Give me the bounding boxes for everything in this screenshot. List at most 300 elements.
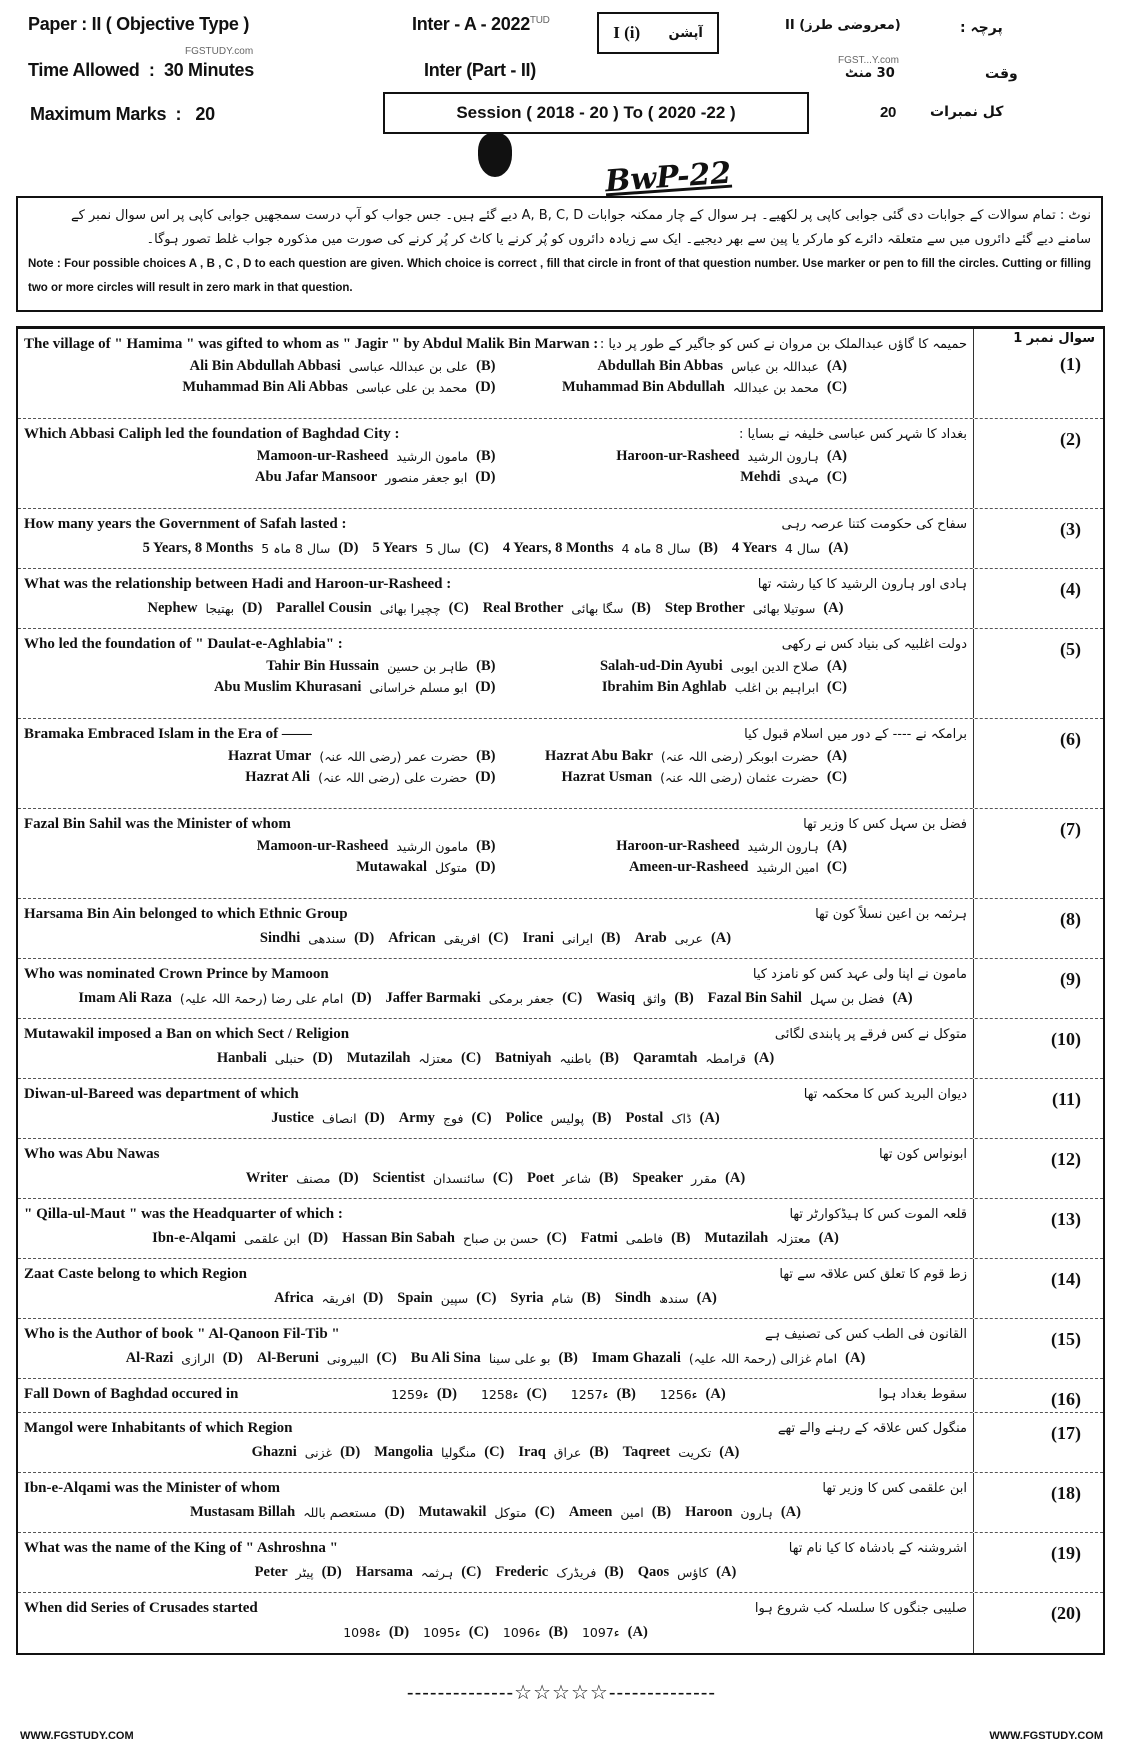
question-number-cell xyxy=(973,1079,1103,1138)
option-a xyxy=(496,838,848,855)
question-urdu: مامون نے اپنا ولی عہد کس کو نامزد کیا xyxy=(752,966,967,982)
question-line xyxy=(24,1202,967,1226)
option-urdu: کاؤس xyxy=(677,1565,709,1580)
question-number-cell xyxy=(973,1259,1103,1318)
option-letter: (C) xyxy=(461,1564,482,1580)
option-a xyxy=(638,1564,737,1581)
question-number-cell xyxy=(973,629,1103,718)
option-a xyxy=(633,1050,774,1067)
option-urdu: محمد بن علی عباسی xyxy=(355,380,468,395)
question-number-cell xyxy=(973,1319,1103,1378)
option-c xyxy=(399,1110,492,1127)
option-urdu: 1095ء xyxy=(423,1625,461,1640)
option-english: Haroon-ur-Rasheed xyxy=(616,838,740,854)
board-logo xyxy=(478,133,512,177)
question-english: Harsama Bin Ain belonged to which Ethnic Group xyxy=(24,905,348,922)
option-b xyxy=(596,990,693,1007)
question-number-cell xyxy=(973,899,1103,958)
option-c xyxy=(374,1444,504,1461)
question-body xyxy=(18,1259,973,1318)
option-english: Mamoon-ur-Rasheed xyxy=(256,448,389,464)
question-number: (3) xyxy=(1060,519,1081,539)
question-row xyxy=(18,419,1103,509)
option-english: Real Brother xyxy=(482,600,564,616)
option-urdu: شام xyxy=(551,1291,574,1306)
option-letter: (C) xyxy=(562,990,583,1006)
option-urdu: شاعر xyxy=(562,1171,592,1186)
question-row xyxy=(18,1593,1103,1653)
option-letter: (D) xyxy=(475,379,496,395)
question-row xyxy=(18,1079,1103,1139)
option-d xyxy=(274,1290,383,1307)
question-line xyxy=(24,632,967,656)
options-grid xyxy=(24,746,967,786)
option-english: Hazrat Abu Bakr xyxy=(544,748,653,764)
option-c xyxy=(373,1170,513,1187)
option-urdu: بھتیجا xyxy=(205,601,235,616)
option-urdu: سپین xyxy=(440,1291,469,1306)
option-d xyxy=(252,1444,361,1461)
option-english: Ameen-ur-Rasheed xyxy=(628,859,749,875)
question-line xyxy=(24,1382,967,1406)
question-english: Zaat Caste belong to which Region xyxy=(24,1265,247,1282)
option-english: Sindhi xyxy=(259,930,301,946)
question-row xyxy=(18,899,1103,959)
option-english: Poet xyxy=(527,1170,555,1186)
option-english: Batniyah xyxy=(495,1050,552,1066)
question-number-cell xyxy=(973,1199,1103,1258)
question-urdu: فضل بن سہل کس کا وزیر تھا xyxy=(803,816,967,832)
option-letter: (D) xyxy=(242,600,263,616)
option-english: Imam Ghazali xyxy=(591,1350,681,1366)
option-english: Al-Beruni xyxy=(256,1350,319,1366)
option-d xyxy=(144,859,496,876)
option-letter: (C) xyxy=(546,1230,567,1246)
options-line xyxy=(24,540,967,557)
option-urdu: امین الرشید xyxy=(756,860,819,875)
option-urdu: عراق xyxy=(553,1445,582,1460)
question-line xyxy=(24,1416,967,1440)
option-letter: (C) xyxy=(484,1444,505,1460)
question-body xyxy=(18,959,973,1018)
time-value: 30 Minutes xyxy=(163,60,254,80)
question-urdu: دولت اغلبیہ کی بنیاد کس نے رکھی xyxy=(781,636,967,652)
question-urdu: برامکہ نے ---- کے دور میں اسلام قبول کیا xyxy=(744,726,967,742)
option-letter: (A) xyxy=(705,1385,726,1402)
option-letter: (C) xyxy=(376,1350,397,1366)
paper-urdu-value: II (معروضی طرز) xyxy=(785,18,901,33)
option-english: Peter xyxy=(254,1564,288,1580)
option-urdu: بو علی سینا xyxy=(488,1351,551,1366)
option-a xyxy=(592,1350,865,1367)
option-english: Ameen xyxy=(568,1504,613,1520)
group-code-urdu: آپشن xyxy=(668,25,703,41)
question-line xyxy=(24,1142,967,1166)
question-line xyxy=(24,332,967,356)
time-allowed-label: Time Allowed : 30 Minutes xyxy=(28,60,254,80)
question-body xyxy=(18,569,973,628)
session: Session ( 2018 - 20 ) To ( 2020 -22 ) xyxy=(456,103,736,122)
question-number-cell xyxy=(973,1473,1103,1532)
option-urdu: 1098ء xyxy=(343,1625,381,1640)
question-row xyxy=(18,1473,1103,1533)
question-line xyxy=(24,1476,967,1500)
option-urdu: 5 سال xyxy=(425,541,461,556)
option-a xyxy=(582,1624,648,1641)
option-letter: (C) xyxy=(460,1050,482,1066)
question-label: سوال نمبر 1 xyxy=(1013,331,1095,346)
option-urdu: 1256ء xyxy=(659,1386,698,1402)
question-row xyxy=(18,1139,1103,1199)
option-d xyxy=(126,1350,243,1367)
option-d xyxy=(144,679,496,696)
options-grid xyxy=(24,356,967,396)
question-line xyxy=(24,1322,967,1346)
option-english: Ibn-e-Alqami xyxy=(152,1230,236,1246)
option-urdu: 5 سال 8 ماہ xyxy=(261,541,331,556)
option-letter: (D) xyxy=(307,1230,329,1246)
option-english: Abu Jafar Mansoor xyxy=(255,469,378,485)
option-b xyxy=(483,600,651,617)
question-line xyxy=(24,812,967,836)
question-english: What was the name of the King of " Ashroshna " xyxy=(24,1539,338,1556)
option-letter: (A) xyxy=(823,600,844,616)
option-letter: (A) xyxy=(845,1350,866,1366)
option-letter: (D) xyxy=(475,469,496,485)
option-english: Haroon xyxy=(685,1504,733,1520)
option-english: Salah-ud-Din Ayubi xyxy=(599,658,723,674)
question-line xyxy=(24,902,967,926)
option-english: 5 Years, 8 Months xyxy=(142,540,254,556)
question-body xyxy=(18,1079,973,1138)
option-english: Haroon-ur-Rasheed xyxy=(616,448,740,464)
option-urdu: حضرت عمر (رضی اللہ عنہ) xyxy=(319,749,469,764)
option-a xyxy=(496,748,848,765)
option-urdu: پولیس xyxy=(550,1111,585,1126)
option-english: Abdullah Bin Abbas xyxy=(597,358,724,374)
option-urdu: 4 سال 8 ماہ xyxy=(621,541,691,556)
time-urdu-value: 30 منٹ xyxy=(845,66,895,81)
question-number-cell xyxy=(973,1139,1103,1198)
option-letter: (D) xyxy=(388,1624,410,1640)
option-english: African xyxy=(388,930,436,946)
option-english: Mangolia xyxy=(374,1444,434,1460)
question-number-cell xyxy=(973,1019,1103,1078)
question-english: When did Series of Crusades started xyxy=(24,1599,258,1616)
question-urdu: زط قوم کا تعلق کس علاقہ سے تھا xyxy=(779,1266,967,1282)
option-c xyxy=(356,1564,482,1581)
option-urdu: 1097ء xyxy=(581,1625,620,1640)
options-line xyxy=(24,1564,967,1581)
option-d xyxy=(144,379,496,396)
question-number-cell xyxy=(973,569,1103,628)
option-urdu: سگا بھائی xyxy=(571,601,624,616)
question-number: (11) xyxy=(1052,1089,1081,1109)
question-number: (2) xyxy=(1060,429,1081,449)
option-urdu: 1257ء xyxy=(570,1386,609,1402)
question-urdu: ابن علقمی کس کا وزیر تھا xyxy=(822,1480,967,1496)
option-english: Imam Ali Raza xyxy=(78,990,172,1006)
option-urdu: واثق xyxy=(642,991,667,1006)
question-english: How many years the Government of Safah lasted : xyxy=(24,515,347,532)
option-urdu: فریڈرک xyxy=(556,1565,597,1580)
option-urdu: مستعصم باللہ xyxy=(303,1505,377,1520)
option-letter: (D) xyxy=(363,1290,384,1306)
option-english: Police xyxy=(505,1110,543,1126)
question-english: " Qilla-ul-Maut " was the Headquarter of which : xyxy=(24,1205,343,1222)
option-b xyxy=(144,748,496,765)
option-urdu: سندھ xyxy=(659,1291,689,1306)
option-c xyxy=(481,1386,547,1403)
question-number: (17) xyxy=(1051,1423,1081,1443)
question-body xyxy=(18,509,973,568)
option-english: Scientist xyxy=(372,1170,425,1186)
options-line xyxy=(24,600,967,617)
option-c xyxy=(496,469,848,486)
marks-urdu-value: 20 xyxy=(880,104,897,121)
option-urdu: ہارون xyxy=(740,1505,773,1520)
option-letter: (A) xyxy=(627,1624,648,1640)
question-row xyxy=(18,629,1103,719)
option-b xyxy=(581,1230,691,1247)
option-a xyxy=(496,358,848,375)
option-letter: (A) xyxy=(716,1564,737,1580)
question-english: Who is the Author of book " Al-Qanoon Fil-Tib " xyxy=(24,1325,340,1342)
option-letter: (C) xyxy=(468,540,489,556)
options-line xyxy=(24,1110,967,1127)
option-c xyxy=(342,1230,567,1247)
option-urdu: علی بن عبداللہ عباسی xyxy=(348,359,469,374)
option-letter: (A) xyxy=(719,1444,740,1460)
option-a xyxy=(625,1110,719,1127)
option-english: 4 Years xyxy=(731,540,777,556)
option-d xyxy=(143,540,359,557)
option-d xyxy=(148,600,263,617)
options-line xyxy=(24,990,967,1007)
options-line xyxy=(24,1624,967,1641)
option-english: Qaos xyxy=(637,1564,670,1580)
option-urdu: غزنی xyxy=(304,1445,333,1460)
option-urdu: امام علی رضا (رحمۃ اللہ علیہ) xyxy=(179,991,344,1006)
option-urdu: عبداللہ بن عباس xyxy=(731,359,819,374)
question-number: (16) xyxy=(1051,1389,1081,1409)
option-letter: (B) xyxy=(476,658,496,674)
option-c xyxy=(372,540,488,557)
option-english: Ibrahim Bin Aghlab xyxy=(601,679,727,695)
option-english: Mehdi xyxy=(740,469,781,485)
option-d xyxy=(255,1564,342,1581)
option-english: 5 Years xyxy=(372,540,418,556)
option-b xyxy=(506,1110,612,1127)
option-letter: (A) xyxy=(826,448,847,464)
option-english: Speaker xyxy=(632,1170,684,1186)
question-urdu: منگول کس علاقہ کے رہنے والے تھے xyxy=(777,1420,967,1436)
option-english: Mutawakil xyxy=(418,1504,487,1520)
question-urdu: ہادی اور ہارون الرشید کا کیا رشتہ تھا xyxy=(757,576,967,592)
question-english: Who led the foundation of " Daulat-e-Aghlabia" : xyxy=(24,635,343,652)
marks-urdu-label: کل نمبرات xyxy=(930,104,1004,120)
question-number: (5) xyxy=(1060,639,1081,659)
question-row xyxy=(18,1259,1103,1319)
question-urdu: متوکل نے کس فرقے پر پابندی لگائی xyxy=(774,1026,967,1042)
level: Inter (Part - II) xyxy=(424,60,536,80)
question-english: Which Abbasi Caliph led the foundation of Baghdad City : xyxy=(24,425,400,442)
option-b xyxy=(527,1170,618,1187)
option-b xyxy=(522,930,620,947)
question-number: (1) xyxy=(1060,354,1081,374)
options-line xyxy=(24,1290,967,1307)
option-urdu: فوج xyxy=(442,1111,464,1126)
question-body xyxy=(18,1019,973,1078)
question-number-cell xyxy=(973,509,1103,568)
question-number: (19) xyxy=(1051,1543,1081,1563)
instructions-box xyxy=(16,196,1103,312)
option-letter: (B) xyxy=(581,1290,601,1306)
exam-title xyxy=(412,14,550,35)
option-d xyxy=(190,1504,405,1521)
max-marks: Maximum Marks : 20 xyxy=(30,104,215,124)
option-urdu: حسن بن صباح xyxy=(462,1231,539,1246)
question-row xyxy=(18,569,1103,629)
option-letter: (D) xyxy=(364,1110,385,1126)
option-urdu: قرامطہ xyxy=(705,1051,747,1066)
option-d xyxy=(217,1050,333,1067)
option-letter: (C) xyxy=(471,1110,492,1126)
option-letter: (A) xyxy=(826,658,847,674)
question-number: (12) xyxy=(1051,1149,1081,1169)
option-letter: (C) xyxy=(448,600,469,616)
note-urdu-line-1: نوٹ : تمام سوالات کے جوابات دی گئی جوابی کاپی پر لکھیے۔ ہر سوال کے چار ممکنہ جوابات A, B, C, D دیے گئے ہیں۔ جس جواب کو آپ درست سمجھیں جوابی کاپی پر اس سوال نمبر کے xyxy=(71,208,1091,223)
question-number: (15) xyxy=(1051,1329,1081,1349)
option-urdu: تکریت xyxy=(678,1445,712,1460)
option-letter: (B) xyxy=(476,448,496,464)
option-letter: (C) xyxy=(826,769,847,785)
option-letter: (C) xyxy=(826,859,847,875)
option-english: Hanbali xyxy=(216,1050,267,1066)
option-urdu: معتزلہ xyxy=(418,1051,453,1066)
question-row xyxy=(18,329,1103,419)
question-number-cell xyxy=(973,1379,1103,1412)
option-urdu: ہارون الرشید xyxy=(747,449,819,464)
option-urdu: منگولیا xyxy=(441,1445,477,1460)
question-number-cell xyxy=(973,719,1103,808)
option-a xyxy=(496,658,848,675)
option-a xyxy=(634,930,731,947)
option-c xyxy=(388,930,508,947)
option-urdu: ہرثمہ xyxy=(420,1565,454,1580)
option-b xyxy=(495,1564,623,1581)
option-c xyxy=(347,1050,481,1067)
option-b xyxy=(144,838,496,855)
option-letter: (A) xyxy=(828,540,849,556)
option-english: Muhammad Bin Abdullah xyxy=(562,379,725,395)
option-urdu: مامون الرشید xyxy=(396,839,469,854)
option-urdu: عربی xyxy=(674,931,703,946)
option-a xyxy=(705,1230,839,1247)
option-english: Harsama xyxy=(355,1564,413,1580)
option-urdu: 1096ء xyxy=(502,1625,541,1640)
group-code: I (i) xyxy=(613,23,641,42)
question-english: Who was Abu Nawas xyxy=(24,1145,160,1162)
question-number: (4) xyxy=(1060,579,1081,599)
watermark-right: FGST...Y.com xyxy=(838,55,899,66)
option-english: Fatmi xyxy=(580,1230,618,1246)
option-letter: (C) xyxy=(826,469,847,485)
option-c xyxy=(419,1504,555,1521)
question-urdu: صلیبی جنگوں کا سلسلہ کب شروع ہوا xyxy=(754,1600,967,1616)
question-row xyxy=(18,1019,1103,1079)
option-urdu: سوتیلا بھائی xyxy=(752,601,816,616)
question-number-cell xyxy=(973,419,1103,508)
question-line xyxy=(24,962,967,986)
session-box xyxy=(383,92,809,134)
options-grid xyxy=(24,446,967,486)
option-urdu: مامون الرشید xyxy=(396,449,469,464)
option-letter: (B) xyxy=(651,1504,672,1520)
questions-table xyxy=(16,326,1105,1655)
option-a xyxy=(665,600,844,617)
options-line xyxy=(24,1050,967,1067)
option-english: Ghazni xyxy=(251,1444,297,1460)
option-urdu: حضرت عثمان (رضی اللہ عنہ) xyxy=(660,770,819,785)
question-english: Bramaka Embraced Islam in the Era of —— xyxy=(24,725,312,742)
option-a xyxy=(615,1290,717,1307)
option-letter: (D) xyxy=(351,990,372,1006)
option-urdu: حضرت علی (رضی اللہ عنہ) xyxy=(318,770,468,785)
option-urdu: البیرونی xyxy=(326,1351,369,1366)
option-english: Hassan Bin Sabah xyxy=(342,1230,455,1246)
option-urdu: معتزلہ xyxy=(776,1231,811,1246)
option-letter: (D) xyxy=(475,769,496,785)
option-a xyxy=(496,448,848,465)
option-letter: (C) xyxy=(492,1170,513,1186)
option-urdu: صلاح الدین ایوبی xyxy=(730,659,819,674)
option-english: Sindh xyxy=(614,1290,652,1306)
option-letter: (D) xyxy=(321,1564,342,1580)
question-urdu: دیوان البرید کس کا محکمہ تھا xyxy=(803,1086,967,1102)
option-english: Spain xyxy=(397,1290,433,1306)
end-of-paper-stars: --------------☆☆☆☆☆-------------- xyxy=(406,1682,717,1704)
option-letter: (B) xyxy=(548,1624,568,1640)
option-english: Muhammad Bin Ali Abbas xyxy=(182,379,348,395)
option-d xyxy=(260,930,374,947)
question-body xyxy=(18,1319,973,1378)
question-line xyxy=(24,422,967,446)
option-urdu: حنبلی xyxy=(274,1051,305,1066)
option-letter: (A) xyxy=(818,1230,839,1246)
option-letter: (A) xyxy=(754,1050,775,1066)
question-row xyxy=(18,1533,1103,1593)
option-c xyxy=(397,1290,496,1307)
options-line xyxy=(24,1444,967,1461)
option-letter: (D) xyxy=(436,1385,457,1402)
time-label: Time Allowed xyxy=(28,60,140,80)
option-english: Mutazilah xyxy=(704,1230,769,1246)
option-urdu: جعفر برمکی xyxy=(488,991,555,1006)
option-english: Justice xyxy=(271,1110,314,1126)
option-english: Qaramtah xyxy=(632,1050,698,1066)
option-letter: (A) xyxy=(780,1504,801,1520)
option-letter: (D) xyxy=(475,859,496,875)
option-b xyxy=(144,448,496,465)
options-inline xyxy=(391,1386,726,1403)
option-english: Syria xyxy=(510,1290,544,1306)
option-c xyxy=(257,1350,397,1367)
option-letter: (B) xyxy=(698,540,718,556)
option-c xyxy=(496,679,848,696)
question-body xyxy=(18,1533,973,1592)
option-letter: (B) xyxy=(674,990,694,1006)
